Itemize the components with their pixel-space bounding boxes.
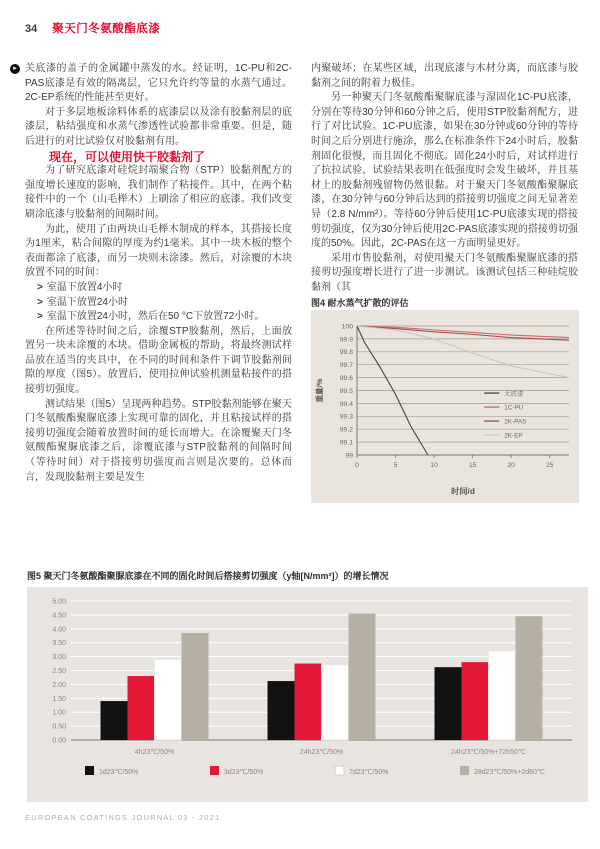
fig5-svg — [27, 587, 588, 802]
svg-text:99.6: 99.6 — [339, 375, 353, 383]
svg-text:99: 99 — [345, 452, 353, 460]
svg-text:2.00: 2.00 — [52, 681, 66, 689]
journal-footer: EUROPEAN COATINGS JOURNAL 03 - 2021 — [25, 813, 221, 822]
list-marker: > — [37, 296, 43, 308]
svg-text:20: 20 — [507, 462, 515, 470]
list-marker: > — [37, 311, 43, 323]
svg-text:99.7: 99.7 — [339, 362, 353, 370]
svg-text:0.00: 0.00 — [52, 737, 66, 745]
svg-text:3.00: 3.00 — [52, 654, 66, 662]
paragraph: 为此，使用了由两块山毛榉木制成的样本，其搭接长度为1厘米，粘合间隙的厚度为约1毫米。其中一块木板的整个表面都涂了底漆，而另一块则未涂漆。然后，对涂覆的木块放置不同的时间： — [25, 223, 292, 279]
list-item: > 室温下放置24小时 — [37, 296, 128, 308]
paragraph: 采用市售胶黏剂，对使用聚天门冬氨酸酯聚脲底漆的搭接剪切强度增长进行了进一步测试。该测试包括三种硅烷胶黏剂（其 — [311, 252, 578, 293]
svg-text:15: 15 — [468, 462, 477, 470]
fig4-svg — [311, 310, 579, 503]
svg-text:24h23℃/50%+72h50℃: 24h23℃/50%+72h50℃ — [451, 749, 526, 756]
svg-text:99.2: 99.2 — [339, 426, 353, 434]
svg-text:2K-EP: 2K-EP — [504, 432, 523, 440]
svg-text:重量/%: 重量/% — [315, 378, 324, 403]
svg-text:10: 10 — [430, 462, 438, 470]
svg-text:2.50: 2.50 — [52, 668, 66, 675]
svg-text:4.50: 4.50 — [52, 612, 66, 620]
paragraph: 另一种聚天门冬氨酸酯聚脲底漆与湿固化1C-PU底漆，分别在等待30分钟和60分钟之后，使用STP胶黏剂配方，进行了对比试验。1C-PU底漆，如果在30分钟或60分钟的等待时间之后分别进行施涂，那么在标准条件下24小时后，胶黏剂固化很慢，而且固化不彻底。固化24小时后，对试样进行了抗拉试验，试验结果表明在低强度时会发生破坏，并且基材上的胶黏剂残留物仍然很黏。对于聚天门冬氨酸酯聚脲底漆，在30分钟与60分钟后达到的搭接剪切强度之间无显著差异（2.8 N/mm²）。等待60分钟后使用1C-PU底漆实现的搭接剪切强度，仅为30分钟后使用2C-PAS底漆实现的搭接剪切强度的50%。因此，2C-PAS在这一方面明显更好。 — [311, 92, 578, 250]
svg-text:99.9: 99.9 — [339, 336, 353, 344]
svg-text:28d23℃/50%+2d60℃: 28d23℃/50%+2d60℃ — [474, 769, 545, 776]
figure5-caption: 图5 聚天门冬氨酸酯聚脲底漆在不同的固化时间后搭接剪切强度（y轴[N/mm²]）的增长情况 — [27, 571, 389, 581]
figure5-bar-chart — [27, 587, 588, 802]
list-item: > 室温下放置24小时，然后在50 °C下放置72小时。 — [37, 311, 265, 323]
figure4-caption: 图4 耐水蒸气扩散的评估 — [311, 297, 409, 308]
paragraph: 为了研究底漆对硅烷封端聚合物（STP）胶黏剂配方的强度增长速度的影响，我们制作了粘接件。其中，在两个粘接件中的一个（山毛榉木）上刷涂了相应的底漆。我们改变刷涂底漆与胶黏剂的间隔时间。 — [25, 165, 292, 220]
svg-text:2K-PAS: 2K-PAS — [504, 418, 527, 426]
svg-text:99.1: 99.1 — [339, 439, 353, 447]
svg-text:无底漆: 无底漆 — [504, 390, 524, 398]
svg-text:100: 100 — [341, 323, 353, 331]
svg-text:4.00: 4.00 — [52, 626, 66, 634]
svg-text:99.3: 99.3 — [339, 413, 353, 421]
section-heading: 现在，可以使用快干胶黏剂了 — [49, 149, 206, 164]
page-header — [25, 20, 160, 36]
svg-text:25: 25 — [545, 462, 554, 470]
figure4-line-chart — [311, 310, 579, 503]
article-title: 聚天门冬氨酸酯底漆 — [52, 23, 161, 35]
svg-text:99.5: 99.5 — [339, 387, 353, 395]
paragraph: 测试结果（图5）呈现两种趋势。STP胶黏剂能够在聚天门冬氨酸酯聚脲底漆上实现可靠的固化，并且粘接试样的搭接剪切强度会随着放置时间的延长而增大。在涂覆聚天门冬氨酸酯聚脲底漆之后，涂覆底漆与STP胶黏剂的间隔时间（等待时间）对于搭接剪切强度而言则是次要的。总体而言，发现胶黏剂主要是发生 — [25, 398, 292, 483]
continuation-arrow-icon: ▸ — [10, 64, 20, 74]
svg-text:24h23℃/50%: 24h23℃/50% — [299, 749, 344, 756]
svg-text:1.00: 1.00 — [52, 709, 66, 717]
svg-text:7d23℃/50%: 7d23℃/50% — [349, 769, 389, 776]
left-column — [13, 62, 292, 503]
svg-text:时间/d: 时间/d — [451, 487, 475, 497]
svg-text:4h23℃/50%: 4h23℃/50% — [134, 749, 175, 756]
paragraph: 内聚破坏；在某些区域，出现底漆与木材分离，而底漆与胶黏剂之间的附着力极佳。 — [311, 63, 578, 89]
svg-text:1.50: 1.50 — [52, 695, 66, 703]
svg-text:0: 0 — [355, 462, 359, 470]
list-marker: > — [37, 281, 43, 293]
svg-text:1d23℃/50%: 1d23℃/50% — [99, 769, 139, 776]
paragraph: 对于多层地板涂料体系的底漆层以及涂有胶黏剂层的底漆层，粘结强度和水蒸气渗透性试验都非常重要。但是，随后进行的对比试验仅对胶黏剂有用。 — [25, 106, 292, 147]
svg-text:1C-PU: 1C-PU — [504, 404, 524, 412]
paragraph: 在所述等待时间之后，涂覆STP胶黏剂，然后，上面放置另一块未涂覆的木块。借助金属板的帮助，将最终测试样品放在适当的夹具中，在不同的时间和条件下调节胶黏剂间隙的厚度（图5）。放置后，使用拉伸试验机测量粘接件的搭接剪切强度。 — [25, 325, 292, 396]
svg-text:3d23℃/50%: 3d23℃/50% — [224, 769, 264, 776]
svg-text:99.4: 99.4 — [339, 400, 353, 408]
right-column — [311, 62, 578, 503]
svg-text:99.8: 99.8 — [339, 349, 353, 357]
svg-text:5: 5 — [393, 462, 398, 470]
svg-text:3.50: 3.50 — [52, 640, 66, 648]
svg-text:5.00: 5.00 — [52, 598, 66, 606]
svg-text:0.50: 0.50 — [52, 723, 66, 731]
page-number: 34 — [25, 23, 38, 35]
list-item: > 室温下放置4小时 — [37, 281, 123, 293]
text-columns — [13, 62, 578, 503]
paragraph: 关底漆的盖子的金属罐中蒸发的水。经证明，1C-PU和2C-PAS底漆是有效的隔离层，它只允许约等量的水蒸气通过。2C-EP系统的性能甚至更好。 — [25, 63, 292, 104]
